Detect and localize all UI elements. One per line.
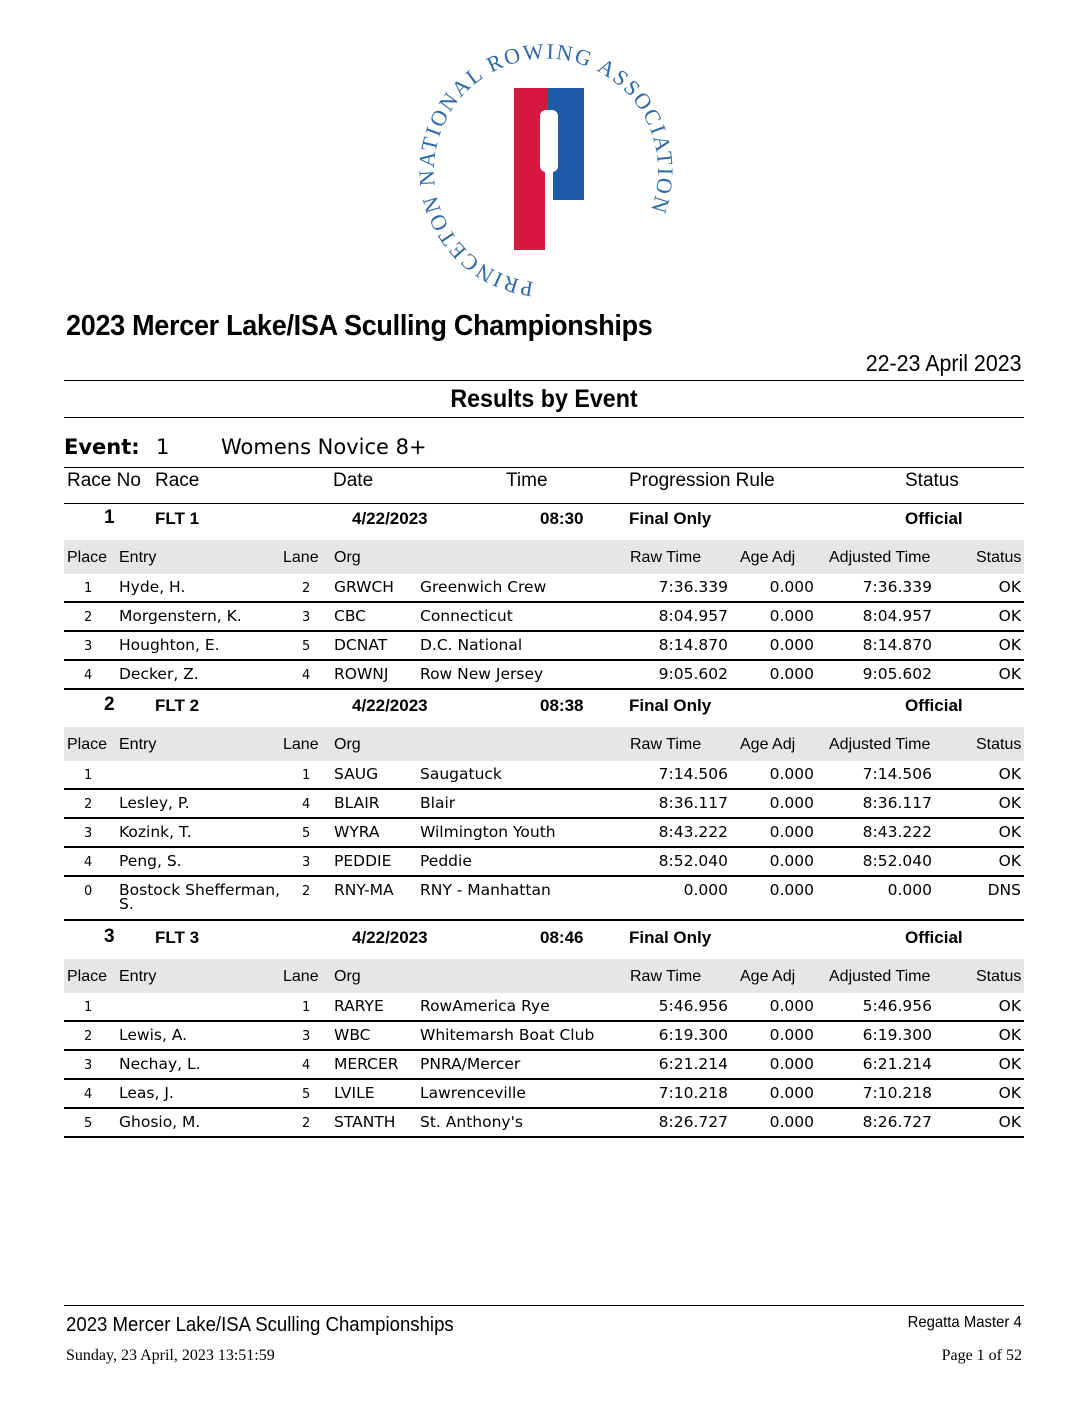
lane: 4 — [302, 797, 311, 812]
race-progression-rule: Final Only — [629, 928, 712, 947]
race-row — [64, 926, 1024, 954]
place-column-header: Place — [67, 549, 108, 566]
adjusted-time: 9:05.602 — [862, 665, 932, 683]
adjusted-time: 7:14.506 — [862, 765, 932, 783]
footer-title: 2023 Mercer Lake/ISA Sculling Championships — [66, 1314, 454, 1336]
age-adjustment: 0.000 — [769, 881, 814, 899]
org-code: MERCER — [334, 1055, 399, 1073]
race-number: 1 — [104, 507, 115, 528]
org-name: Row New Jersey — [420, 665, 544, 683]
org-column-header: Org — [334, 549, 361, 566]
lane: 1 — [302, 768, 311, 783]
result-row — [64, 1051, 1024, 1080]
race-row — [64, 694, 1024, 722]
result-row — [64, 603, 1024, 632]
result-status: OK — [998, 1026, 1021, 1044]
lane-column-header: Lane — [283, 736, 319, 753]
row-divider — [64, 1136, 1024, 1138]
event-name: Womens Novice 8+ — [221, 435, 427, 459]
result-status: OK — [998, 1113, 1021, 1131]
place: 5 — [84, 1116, 93, 1131]
place: 0 — [84, 884, 93, 899]
result-status: OK — [998, 1084, 1021, 1102]
raw-time: 8:26.727 — [658, 1113, 728, 1131]
org-code: SAUG — [334, 765, 379, 783]
result-row — [64, 574, 1024, 603]
org-name: Saugatuck — [420, 765, 502, 783]
result-status: OK — [998, 765, 1021, 783]
lane: 5 — [302, 639, 311, 654]
lane: 5 — [302, 826, 311, 841]
result-row — [64, 877, 1024, 921]
raw-time: 8:52.040 — [658, 852, 728, 870]
row-divider — [64, 919, 1024, 921]
age-adjustment: 0.000 — [769, 794, 814, 812]
result-status: OK — [998, 794, 1021, 812]
result-row — [64, 848, 1024, 877]
result-row — [64, 1109, 1024, 1138]
column-header-row — [64, 540, 1024, 574]
entry-column-header: Entry — [119, 549, 157, 566]
place: 3 — [84, 639, 93, 654]
org-code: LVILE — [334, 1084, 375, 1102]
race-progression-rule: Final Only — [629, 696, 712, 715]
raw-time: 7:14.506 — [658, 765, 728, 783]
age-adjustment: 0.000 — [769, 852, 814, 870]
entry-name: Bostock Shefferman, — [119, 881, 281, 899]
place: 2 — [84, 610, 93, 625]
age-adj-column-header: Age Adj — [740, 549, 796, 566]
entry-name: Houghton, E. — [119, 636, 220, 654]
age-adjustment: 0.000 — [769, 636, 814, 654]
lane-column-header: Lane — [283, 968, 319, 985]
raw-time-column-header: Raw Time — [630, 736, 702, 753]
event-label: Event: — [64, 435, 140, 459]
place: 2 — [84, 1029, 93, 1044]
adjusted-time: 6:21.214 — [862, 1055, 932, 1073]
lane: 1 — [302, 1000, 311, 1015]
lane-column-header: Lane — [283, 549, 319, 566]
adjusted-time: 6:19.300 — [862, 1026, 932, 1044]
place: 1 — [84, 1000, 93, 1015]
adjusted-time: 8:26.727 — [862, 1113, 932, 1131]
race-time: 08:46 — [540, 928, 584, 947]
result-row — [64, 819, 1024, 848]
footer-page-number: Page 1 of 52 — [941, 1347, 1022, 1364]
date-range: 22-23 April 2023 — [866, 350, 1022, 376]
org-name: Whitemarsh Boat Club — [420, 1026, 595, 1044]
raw-time: 7:36.339 — [658, 578, 728, 596]
adjusted-time: 5:46.956 — [862, 997, 932, 1015]
entry-name: Hyde, H. — [119, 578, 186, 596]
race-row — [64, 507, 1024, 535]
footer-rule — [64, 1305, 1024, 1306]
event-number: 1 — [156, 435, 170, 459]
place: 4 — [84, 668, 93, 683]
result-row — [64, 761, 1024, 790]
race-status: Official — [905, 509, 963, 528]
result-status: OK — [998, 823, 1021, 841]
org-code: STANTH — [334, 1113, 396, 1131]
raw-time: 7:10.218 — [658, 1084, 728, 1102]
place-column-header: Place — [67, 736, 108, 753]
race-number: 3 — [104, 926, 115, 947]
race-date: 4/22/2023 — [352, 928, 428, 947]
lane: 3 — [302, 610, 311, 625]
age-adjustment: 0.000 — [769, 578, 814, 596]
entry-name: Peng, S. — [119, 852, 182, 870]
org-code: BLAIR — [334, 794, 380, 812]
adjusted-time: 8:04.957 — [862, 607, 932, 625]
org-name: Peddie — [420, 852, 472, 870]
entry-name: Lewis, A. — [119, 1026, 188, 1044]
race-number: 2 — [104, 694, 115, 715]
org-code: DCNAT — [334, 636, 388, 654]
org-name: RNY - Manhattan — [420, 881, 551, 899]
time-header: Time — [506, 470, 548, 491]
race-no-header: Race No — [67, 470, 141, 491]
column-header-row — [64, 727, 1024, 761]
org-code: RARYE — [334, 997, 384, 1015]
status-header: Status — [905, 470, 959, 491]
adjusted-time-column-header: Adjusted Time — [829, 968, 931, 985]
adjusted-time: 0.000 — [887, 881, 932, 899]
raw-time: 6:21.214 — [658, 1055, 728, 1073]
org-code: GRWCH — [334, 578, 394, 596]
result-status: OK — [998, 607, 1021, 625]
entry-name: Lesley, P. — [119, 794, 190, 812]
result-status: OK — [998, 852, 1021, 870]
org-column-header: Org — [334, 736, 361, 753]
adjusted-time: 7:36.339 — [862, 578, 932, 596]
status-column-header: Status — [976, 736, 1022, 753]
age-adjustment: 0.000 — [769, 1055, 814, 1073]
entry-name: Decker, Z. — [119, 665, 199, 683]
org-code: CBC — [334, 607, 367, 625]
place: 1 — [84, 581, 93, 596]
race-status: Official — [905, 696, 963, 715]
adjusted-time: 8:52.040 — [862, 852, 932, 870]
raw-time: 6:19.300 — [658, 1026, 728, 1044]
place: 1 — [84, 768, 93, 783]
org-code: WYRA — [334, 823, 380, 841]
raw-time-column-header: Raw Time — [630, 968, 702, 985]
race-progression-rule: Final Only — [629, 509, 712, 528]
org-name: St. Anthony's — [420, 1113, 523, 1131]
event-line — [64, 435, 427, 459]
entry-name: Kozink, T. — [119, 823, 192, 841]
age-adjustment: 0.000 — [769, 1026, 814, 1044]
adjusted-time: 7:10.218 — [862, 1084, 932, 1102]
pnra-logo — [410, 38, 682, 300]
result-status: OK — [998, 578, 1021, 596]
status-column-header: Status — [976, 968, 1022, 985]
result-row — [64, 993, 1024, 1022]
org-name: PNRA/Mercer — [420, 1055, 521, 1073]
adjusted-time-column-header: Adjusted Time — [829, 549, 931, 566]
race-time: 08:30 — [540, 509, 584, 528]
age-adjustment: 0.000 — [769, 765, 814, 783]
adjusted-time: 8:36.117 — [862, 794, 932, 812]
lane: 5 — [302, 1087, 311, 1102]
org-code: ROWNJ — [334, 665, 389, 683]
place: 4 — [84, 1087, 93, 1102]
race-date: 4/22/2023 — [352, 696, 428, 715]
entry-name: Ghosio, M. — [119, 1113, 201, 1131]
raw-time: 9:05.602 — [658, 665, 728, 683]
footer-app-name: Regatta Master 4 — [907, 1314, 1022, 1331]
status-column-header: Status — [976, 549, 1022, 566]
entry-column-header: Entry — [119, 736, 157, 753]
lane: 2 — [302, 1116, 311, 1131]
result-status: DNS — [987, 881, 1021, 899]
raw-time: 0.000 — [683, 881, 728, 899]
race-time: 08:38 — [540, 696, 584, 715]
place: 3 — [84, 826, 93, 841]
age-adjustment: 0.000 — [769, 823, 814, 841]
race-name: FLT 3 — [155, 928, 200, 947]
raw-time: 8:04.957 — [658, 607, 728, 625]
raw-time: 5:46.956 — [658, 997, 728, 1015]
result-status: OK — [998, 997, 1021, 1015]
entry-name: Leas, J. — [119, 1084, 174, 1102]
section-title: Results by Event — [450, 385, 638, 413]
org-code: PEDDIE — [334, 852, 392, 870]
race-status: Official — [905, 928, 963, 947]
result-row — [64, 1080, 1024, 1109]
race-name: FLT 2 — [155, 696, 200, 715]
entry-name-continued: S. — [119, 895, 134, 913]
lane: 4 — [302, 1058, 311, 1073]
place: 4 — [84, 855, 93, 870]
age-adj-column-header: Age Adj — [740, 968, 796, 985]
lane: 4 — [302, 668, 311, 683]
race-header: Race — [155, 470, 200, 491]
event-rule — [64, 467, 1024, 468]
age-adjustment: 0.000 — [769, 997, 814, 1015]
progression-rule-header: Progression Rule — [629, 470, 775, 491]
adjusted-time: 8:14.870 — [862, 636, 932, 654]
subtitle-rule — [64, 417, 1024, 418]
org-name: Wilmington Youth — [420, 823, 556, 841]
lane: 2 — [302, 884, 311, 899]
org-name: Blair — [420, 794, 456, 812]
org-name: RowAmerica Rye — [420, 997, 550, 1015]
footer-printed-date: Sunday, 23 April, 2023 13:51:59 — [66, 1347, 275, 1364]
adjusted-time-column-header: Adjusted Time — [829, 736, 931, 753]
race-name: FLT 1 — [155, 509, 200, 528]
page-title: 2023 Mercer Lake/ISA Sculling Championships — [66, 310, 653, 342]
place: 3 — [84, 1058, 93, 1073]
org-code: RNY-MA — [334, 881, 394, 899]
result-status: OK — [998, 1055, 1021, 1073]
result-row — [64, 661, 1024, 690]
raw-time: 8:43.222 — [658, 823, 728, 841]
result-row — [64, 632, 1024, 661]
result-row — [64, 1022, 1024, 1051]
entry-name: Nechay, L. — [119, 1055, 201, 1073]
result-status: OK — [998, 636, 1021, 654]
raw-time: 8:14.870 — [658, 636, 728, 654]
org-name: Greenwich Crew — [420, 578, 547, 596]
header-rule — [64, 503, 1024, 504]
result-row — [64, 790, 1024, 819]
result-status: OK — [998, 665, 1021, 683]
org-name: Connecticut — [420, 607, 513, 625]
row-divider — [64, 688, 1024, 690]
raw-time-column-header: Raw Time — [630, 549, 702, 566]
lane: 3 — [302, 855, 311, 870]
race-date: 4/22/2023 — [352, 509, 428, 528]
lane: 3 — [302, 1029, 311, 1044]
org-name: D.C. National — [420, 636, 523, 654]
org-code: WBC — [334, 1026, 371, 1044]
date-header: Date — [333, 470, 374, 491]
age-adjustment: 0.000 — [769, 665, 814, 683]
raw-time: 8:36.117 — [658, 794, 728, 812]
adjusted-time: 8:43.222 — [862, 823, 932, 841]
age-adjustment: 0.000 — [769, 607, 814, 625]
column-header-row — [64, 959, 1024, 993]
org-column-header: Org — [334, 968, 361, 985]
top-rule — [64, 380, 1024, 381]
org-name: Lawrenceville — [420, 1084, 526, 1102]
age-adj-column-header: Age Adj — [740, 736, 796, 753]
place: 2 — [84, 797, 93, 812]
age-adjustment: 0.000 — [769, 1084, 814, 1102]
entry-name: Morgenstern, K. — [119, 607, 242, 625]
place-column-header: Place — [67, 968, 108, 985]
entry-column-header: Entry — [119, 968, 157, 985]
age-adjustment: 0.000 — [769, 1113, 814, 1131]
lane: 2 — [302, 581, 311, 596]
logo-text: PRINCETON NATIONAL ROWING ASSOCIATION — [413, 38, 679, 300]
